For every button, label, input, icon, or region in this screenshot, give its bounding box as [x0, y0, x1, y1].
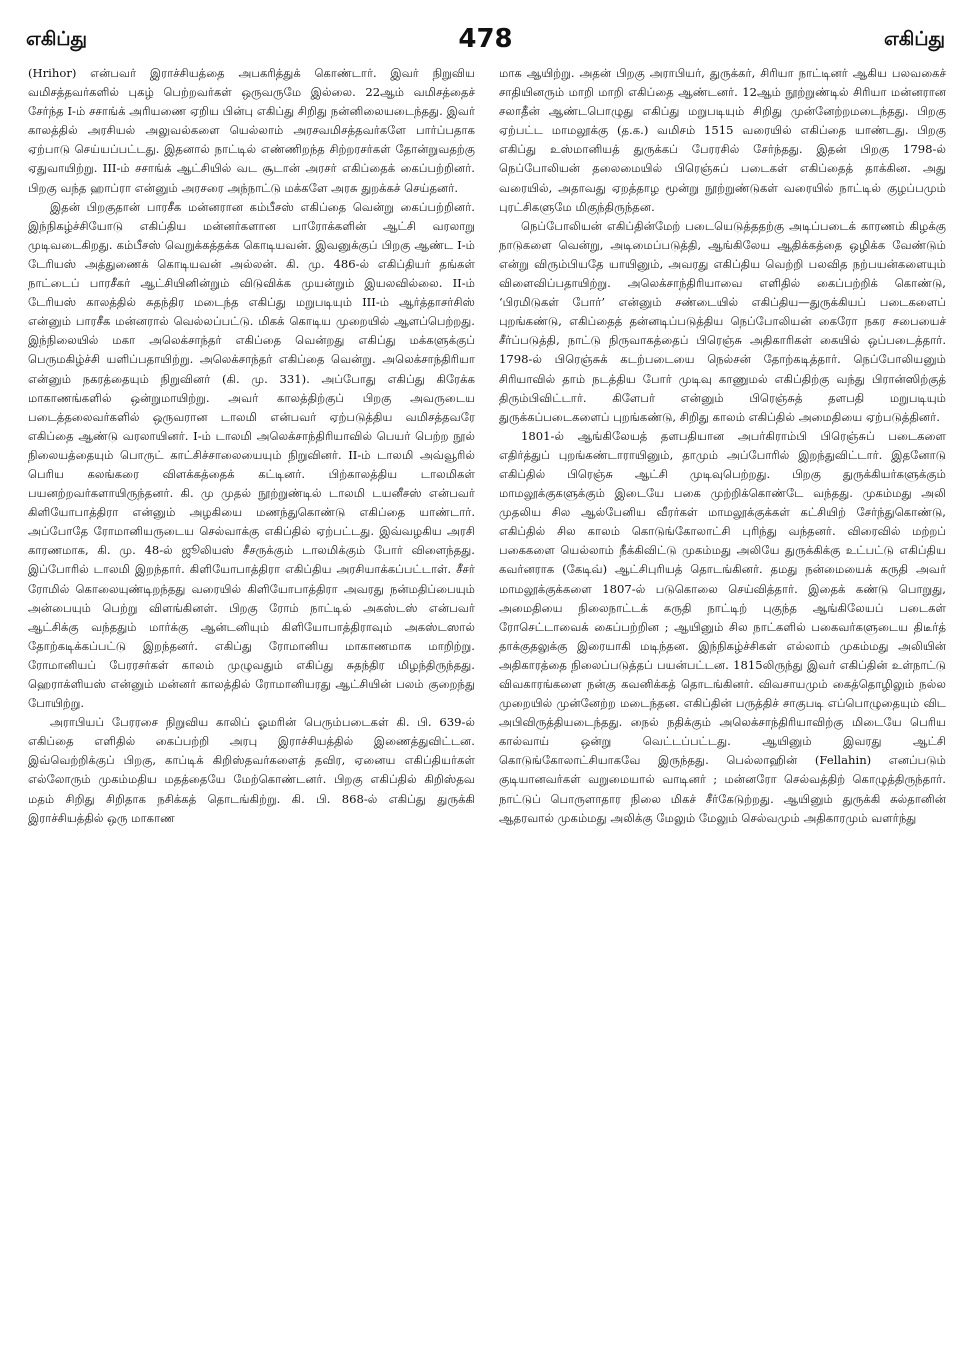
right-paragraph-3: 1801-ல் ஆங்கிலேயத் தளபதியான அபர்கிராம்பி பிரெஞ்சுப் படைகளை எதிர்த்துப் புறங்கண்டாராயினும், தாமும் அப்போரில் இறந்துவிட்டார். இதனோடு எகிப்தில் பிரெஞ்சு ஆட்சி முடிவுபெற்றது. பிறகு துருக்கியர்களுக்கும் மாமலூக்குகளுக்கும் இடையே பகை முற்றிக்கொண்டே வந்தது. முகம்மது அலி முதலிய சில ஆல்பேனிய வீரர்கள் மாமலூக்குக்கள் கட்சியிற் சேர்ந்துகொண்டு, எகிப்தில் சில காலம் கொடுங்கோலாட்சி புரிந்து வந்தனர். விரைவில் மற்றப் பகைகளை யெல்லாம் நீக்கிவிட்டு முகம்மது அலியே துருக்கிக்கு உட்பட்டு எகிப்திய கவர்னராக (கேடிவ்) ஆட்சிபுரியத் தொடங்கினர். தமது நன்மையைக் கருதி அவர் மாமலூக்குக்களை 1807-ல் படுகொலை செய்வித்தார். இதைக் கண்டு பொறுது, அமைதியை நிலைநாட்டக் கருதி நாட்டிற் புகுந்த ஆங்கிலேயப் படைகள் ரோசெட்டாவைக் கைப்பற்றின ; ஆயினும் சில நாட்களில் பகைவர்களுடைய திடீர்த் தாக்குதலுக்கு இரையாகி மடிந்தன. இந்நிகழ்ச்சிகள் எல்லாம் முகம்மது அலியின் அதிகாரத்தை நிலைப்படுத்தப் பயன்பட்டன. 1815லிருந்து இவர் எகிப்தின் உள்நாட்டு விவகாரங்களை நன்கு கவனிக்கத் தொடங்கினர். விவசாயமும் கைத்தொழிலும் நல்ல முறையில் முன்னேற்ற மடைந்தன. எகிப்தின் பருத்திச் சாகுபடி எப்பொழுதையும் விட அபிவிருத்தியடைந்தது. நைல் நதிக்கும் அலெக்சாந்திரியாவிற்கு மிடையே பெரிய கால்வாய் ஒன்று வெட்டப்பட்டது. ஆயினும் இவரது ஆட்சி கொடுங்கோலாட்சியாகவே இருந்தது. பெல்லாஹின் (Fellahin) எனப்படும் குடியானவர்கள் வறுமையால் வாடினர் ; மன்னரோ செல்வத்திற் கொழுத்திருந்தார். நாட்டுப் பொருளாதார நிலை மிகச் சீர்கேடுற்றது. ஆயினும் துருக்கி சுல்தானின் ஆதரவால் முகம்மது அலிக்கு மேலும் மேலும் செல்வமும் அதிகாரமும் வளர்ந்து — [499, 428, 946, 825]
left-column — [28, 64, 475, 1356]
right-paragraph-1: மாக ஆயிற்று. அதன் பிறகு அராபியர், துருக்கர், சிரியா நாட்டினர் ஆகிய பலவகைச் சாதியினரும் மாறி மாறி எகிப்தை ஆண்டனர். 12ஆம் நூற்றுண்டில் சிரியா மன்னரான சலாதீன் ஆண்டபொழுது எகிப்து மறுபடியும் சிறிது முன்னேற்றமடைந்தது. பிறகு ஏற்பட்ட மாமலூக்கு (த.க.) வமிசம் 1515 வரையில் எகிப்தை யாண்டது. பிறகு எகிப்து உஸ்மானியத் துருக்கப் பேரரசில் சேர்ந்தது. இதன் பிறகு 1798-ல் நெப்போலியன் தலைமையில் பிரெஞ்சுப் படைகள் எகிப்தைத் தாக்கின. அது வரையில், அதாவது ஏறத்தாழ மூன்று நூற்றுண்டுகள் வரையில் நாட்டில் குழப்பமும் புரட்சிகளுமே மிகுந்திருந்தன. — [499, 66, 946, 214]
text-columns — [28, 64, 946, 1356]
right-paragraph-2: நெப்போலியன் எகிப்தின்மேற் படையெடுத்ததற்கு அடிப்படைக் காரணம் கிழக்கு நாடுகளை வென்று, அடிமைப்படுத்தி, ஆங்கிலேய ஆதிக்கத்தை ஒழிக்க வேண்டும் என்று விரும்பியதே யாயினும், அவரது எகிப்திய வெற்றி பலவித நற்பயன்களையும் விளைவிப்பதாயிற்று. அலெக்சாந்திரியாவை எளிதில் கைப்பற்றிக் கொண்டு, ‘பிரமிடுகள் போர்’ என்னும் சண்டையில் எகிப்திய—துருக்கியப் படைகளைப் புறங்கண்டு, எகிப்தைத் தன்னடிப்படுத்திய நெப்போலியன் கைரோ நகர சபையைச் சீர்ப்படுத்தி, நாட்டு நிருவாகத்தைப் பிரெஞ்சு அதிகாரிகள் கையில் ஒப்படைத்தார். 1798-ல் பிரெஞ்சுக் கடற்படையை நெல்சன் தோற்கடித்தார். நெப்போலியனும் சிரியாவில் தாம் நடத்திய போர் முடிவு காணுமல் எகிப்திற்கு வந்து பிரான்ஸிற்குத் திரும்பிவிட்டார். கிளேபர் என்னும் பிரெஞ்சுத் தளபதி மறுபடியும் துருக்கப்படைகளைப் புறங்கண்டு, சிறிது காலம் எகிப்தில் அமைதியை ஏற்படுத்தினர். — [499, 218, 946, 424]
page-number: 478 — [458, 24, 513, 54]
running-head-left: எகிப்து — [26, 28, 88, 50]
right-column — [499, 64, 946, 1356]
left-paragraph-3: அராபியப் பேரரசை நிறுவிய காலிப் ஓமரின் பெரும்படைகள் கி. பி. 639-ல் எகிப்தை எளிதில் கைப்பற்றி அரபு இராச்சியத்தில் இணைத்துவிட்டன. இவ்வெற்றிக்குப் பிறகு, காப்டிக் கிறிஸ்தவர்களைத் தவிர, ஏனைய எகிப்தியர்கள் எல்லோரும் முகம்மதிய மதத்தையே மேற்கொண்டனர். பிறகு எகிப்தில் கிறிஸ்தவ மதம் சிறிது சிறிதாக நசிக்கத் தொடங்கிற்று. கி. பி. 868-ல் எகிப்து துருக்கி இராச்சியத்தில் ஒரு மாகாண — [28, 715, 475, 825]
left-paragraph-2: இதன் பிறகுதான் பாரசீக மன்னரான கம்பீசஸ் எகிப்தை வென்று கைப்பற்றினர். இந்நிகழ்ச்சியோடு எகிப்திய மன்னர்களான பாரோக்களின் ஆட்சி வரலாறு முடிவடைகிறது. கம்பீசஸ் வெறுக்கத்தக்க கொடியவன். இவனுக்குப் பிறகு ஆண்ட I-ம் டேரியஸ் அத்துணைக் கொடியவன் அல்லன். கி. மு. 486-ல் எகிப்தியர் தங்கள் நாட்டைப் பாரசீகர் ஆட்சியினின்றும் விடுவிக்க முயன்றும் இயலவில்லை. II-ம் டேரியஸ் காலத்தில் சுதந்திர மடைந்த எகிப்து மறுபடியும் III-ம் ஆர்த்தாசர்சிஸ் என்னும் பாரசீக மன்னரால் வெல்லப்பட்டு. மிகக் கொடிய முறையில் ஆளப்பெற்றது. இந்நிலையில் மகா அலெக்சாந்தர் எகிப்தை வென்றது எகிப்து மக்களுக்குப் பெருமகிழ்ச்சி யளிப்பதாயிற்று. அலெக்சாந்தர் எகிப்தை வென்று. அலெக்சாந்திரியா என்னும் நகரத்தையும் நிறுவினர் (கி. மு. 331). அப்போது எகிப்து கிரேக்க மாகாணங்களில் ஒன்றுமாயிற்று. அவர் காலத்திற்குப் பிறகு அவருடைய படைத்தலைவர்களில் ஒருவரான டாலமி என்பவர் ஏற்படுத்திய வமிசத்தவரே எகிப்தை ஆண்டு வரலாயினர். I-ம் டாலமி அலெக்சாந்திரியாவில் பெயர் பெற்ற நூல் நிலையத்தையும் பொருட் காட்சிச்சாலையையும் நிறுவினர். II-ம் டாலமி அவ்வூரில் பெரிய கலங்கரை விளக்கத்தைக் கட்டினர். பிற்காலத்திய டாலமிகள் பயனற்றவர்களாயிருந்தனர். கி. மு முதல் நூற்றுண்டில் டாலமி டயனீசஸ் என்பவர் கிளியோபாத்திரா என்னும் அழகியை மணந்துகொண்டு எகிப்தை யாண்டார். அப்போதே ரோமானியருடைய செல்வாக்கு எகிப்தில் ஏற்பட்டது. இவ்வழகிய அரசி காரணமாக, கி. மு. 48-ல் ஜூலியஸ் சீசருக்கும் டாலமிக்கும் போர் விளைந்தது. இப்போரில் டாலமி இறந்தார். கிளியோபாத்திரா எகிப்திய அரசியாக்கப்பட்டாள். சீசர் ரோமில் கொலையுண்டிறந்தது வரையில் கிளியோபாத்திரா அவரது நன்மதிப்பையும் அன்பையும் பெற்று விளங்கினள். பிறகு ரோம் நாட்டில் அகஸ்டஸ் என்பவர் ஆட்சிக்கு வந்ததும் மார்க்கு ஆன்டனியும் கிளியோபாத்திராவும் அகஸ்டஸால் தோற்கடிக்கப்பட்டு இறந்தனர். எகிப்து ரோமானிய மாகாணமாக மாறிற்று. ரோமானியப் பேரரசர்கள் காலம் முழுவதும் எகிப்து சுதந்திர மிழந்திருந்தது. ஹெராக்ளியஸ் என்னும் மன்னர் காலத்தில் ரோமானியரது ஆட்சியின் பலம் குறைந்து போயிற்று. — [28, 199, 475, 711]
running-head-right: எகிப்து — [883, 28, 945, 50]
left-paragraph-1: (Hrihor) என்பவர் இராச்சியத்தை அபகரித்துக் கொண்டார். இவர் நிறுவிய வமிசத்தவர்களில் புகழ் பெற்றவர்கள் ஒருவருமே இல்லை. 22ஆம் வமிசத்தைச் சேர்ந்த I-ம் சசாங்க் அரியணை ஏறிய பின்பு எகிப்து சிறிது நன்னிலையடைந்தது. இவர் காலத்தில் அரசியல் அலுவல்களை யெல்லாம் அரசவமிசத்தவர்களே பார்ப்பதாக ஏற்பாடு செய்யப்பட்டது. இதனால் நாட்டில் எண்ணிறந்த சிற்றரசர்கள் தோன்றுவதற்கு ஏதுவாயிற்று. III-ம் சசாங்க் ஆட்சியில் வட சூடான் அரசர் எகிப்தைக் கைப்பற்றினர். பிறகு வந்த ஹாப்ரா என்னும் அரசரை அந்நாட்டு மக்களே அரசு துறக்கச் செய்தனர். — [28, 66, 475, 195]
page-header — [26, 24, 945, 56]
